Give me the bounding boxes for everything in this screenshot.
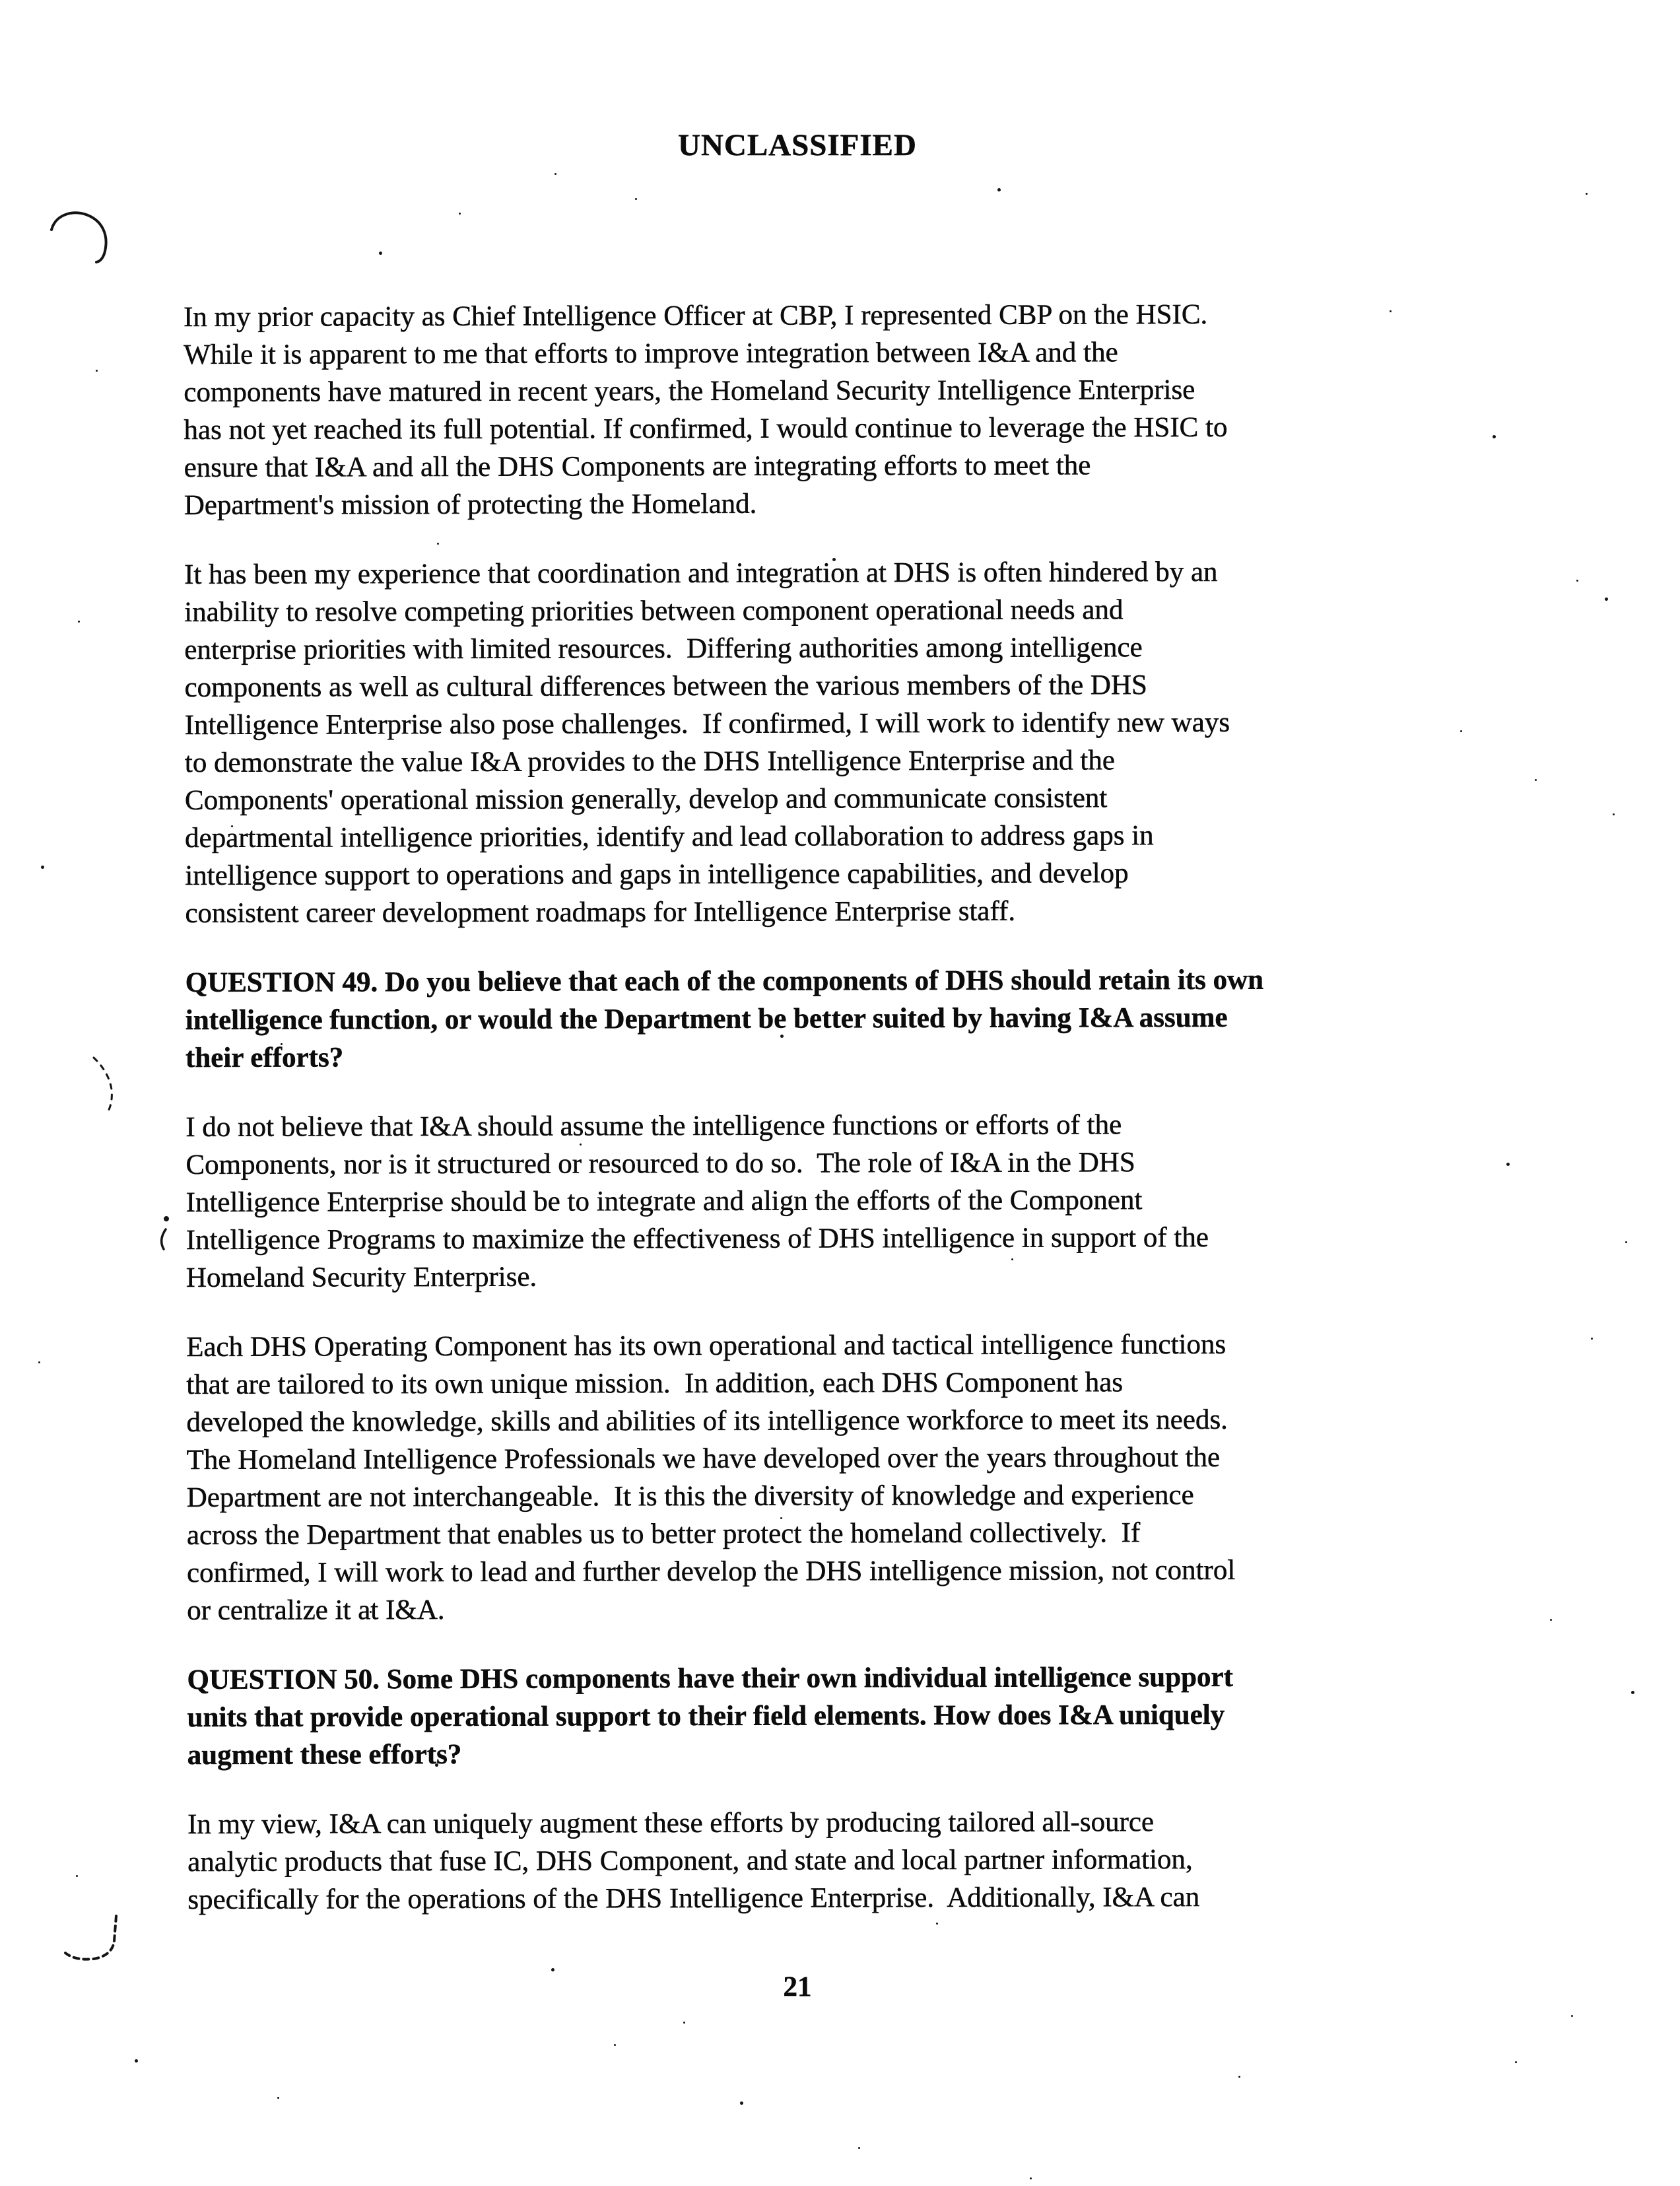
text-line: Intelligence Enterprise also pose challenges. If confirmed, I will work to identify new ways xyxy=(184,706,1230,741)
text-line: Department are not interchangeable. It is this the diversity of knowledge and experience xyxy=(186,1479,1194,1513)
document-body xyxy=(184,295,1429,1950)
paragraph-hsic-capacity xyxy=(184,295,1425,524)
text-line: has not yet reached its full potential. If confirmed, I would continue to leverage the HSIC to xyxy=(184,411,1228,446)
page-number: 21 xyxy=(783,1971,812,2002)
text-line: specifically for the operations of the DHS Intelligence Enterprise. Additionally, I&A can xyxy=(187,1881,1200,1915)
text-line: QUESTION 50. Some DHS components have their own individual intelligence support xyxy=(187,1661,1233,1695)
classification-header: UNCLASSIFIED xyxy=(678,128,917,162)
text-line: across the Department that enables us to better protect the homeland collectively. If xyxy=(186,1517,1141,1551)
text-line: to demonstrate the value I&A provides to the DHS Intelligence Enterprise and the xyxy=(184,745,1115,778)
text-line: While it is apparent to me that efforts to improve integration between I&A and the xyxy=(184,337,1118,370)
paragraph-question-50-answer xyxy=(187,1802,1428,1919)
question-50 xyxy=(187,1658,1428,1774)
text-line: Components' operational mission generally, develop and communicate consistent xyxy=(184,782,1108,816)
scan-mark-curve-left-margin xyxy=(94,1058,112,1112)
text-line: Components, nor is it structured or resourced to do so. The role of I&A in the DHS xyxy=(185,1147,1135,1180)
text-line: Intelligence Programs to maximize the effectiveness of DHS intelligence in support of the xyxy=(185,1221,1209,1256)
text-line: consistent career development roadmaps for Intelligence Enterprise staff. xyxy=(185,895,1016,929)
text-line: enterprise priorities with limited resources. Differing authorities among intelligence xyxy=(184,632,1143,666)
text-line: that are tailored to its own unique mission. In addition, each DHS Component has xyxy=(186,1367,1124,1400)
text-line: intelligence support to operations and gaps in intelligence capabilities, and develop xyxy=(185,858,1129,891)
paragraph-operating-components xyxy=(186,1325,1428,1629)
text-line: In my view, I&A can uniquely augment these efforts by producing tailored all-source xyxy=(187,1806,1155,1840)
text-line: I do not believe that I&A should assume the intelligence functions or efforts of the xyxy=(185,1109,1122,1143)
photocopy-noise-specks xyxy=(0,0,2,2)
text-line: their efforts? xyxy=(185,1042,344,1074)
text-line: departmental intelligence priorities, identify and lead collaboration to address gaps in xyxy=(185,820,1154,854)
text-line: Department's mission of protecting the Homeland. xyxy=(184,488,757,521)
text-line: It has been my experience that coordination and integration at DHS is often hindered by an xyxy=(184,556,1218,590)
paragraph-coordination-experience xyxy=(184,553,1426,932)
text-line: confirmed, I will work to lead and further develop the DHS intelligence mission, not control xyxy=(186,1554,1236,1588)
text-line: components as well as cultural differences between the various members of the DHS xyxy=(184,669,1147,703)
text-line: Homeland Security Enterprise. xyxy=(185,1261,537,1293)
question-49 xyxy=(185,961,1427,1077)
scan-mark-hook-top-left xyxy=(51,213,106,262)
scan-mark-swoosh-bottom-left xyxy=(65,1916,116,1960)
paragraph-question-49-answer xyxy=(185,1105,1427,1297)
text-line: developed the knowledge, skills and abilities of its intelligence workforce to meet its needs. xyxy=(186,1404,1228,1438)
text-line: augment these efforts? xyxy=(187,1738,462,1771)
text-line: units that provide operational support to their field elements. How does I&A uniquely xyxy=(187,1699,1225,1733)
text-line: In my prior capacity as Chief Intelligence Officer at CBP, I represented CBP on the HSIC. xyxy=(184,298,1208,333)
text-line: components have matured in recent years, the Homeland Security Intelligence Enterprise xyxy=(184,374,1195,408)
text-line: Intelligence Enterprise should be to integrate and align the efforts of the Component xyxy=(185,1184,1143,1218)
text-line: or centralize it at I&A. xyxy=(187,1594,445,1626)
text-line: Each DHS Operating Component has its own operational and tactical intelligence functions xyxy=(186,1328,1226,1363)
text-line: analytic products that fuse IC, DHS Component, and state and local partner information, xyxy=(187,1844,1193,1878)
scan-mark-paren-dot xyxy=(164,1216,169,1221)
text-line: intelligence function, or would the Department be better suited by having I&A assume xyxy=(185,1002,1228,1036)
scan-mark-paren xyxy=(162,1229,166,1249)
text-line: ensure that I&A and all the DHS Components are integrating efforts to meet the xyxy=(184,450,1091,483)
text-line: The Homeland Intelligence Professionals we have developed over the years throughout the xyxy=(186,1441,1221,1476)
text-line: QUESTION 49. Do you believe that each of the components of DHS should retain its own xyxy=(185,964,1264,998)
text-line: inability to resolve competing priorities between component operational needs and xyxy=(184,594,1124,628)
